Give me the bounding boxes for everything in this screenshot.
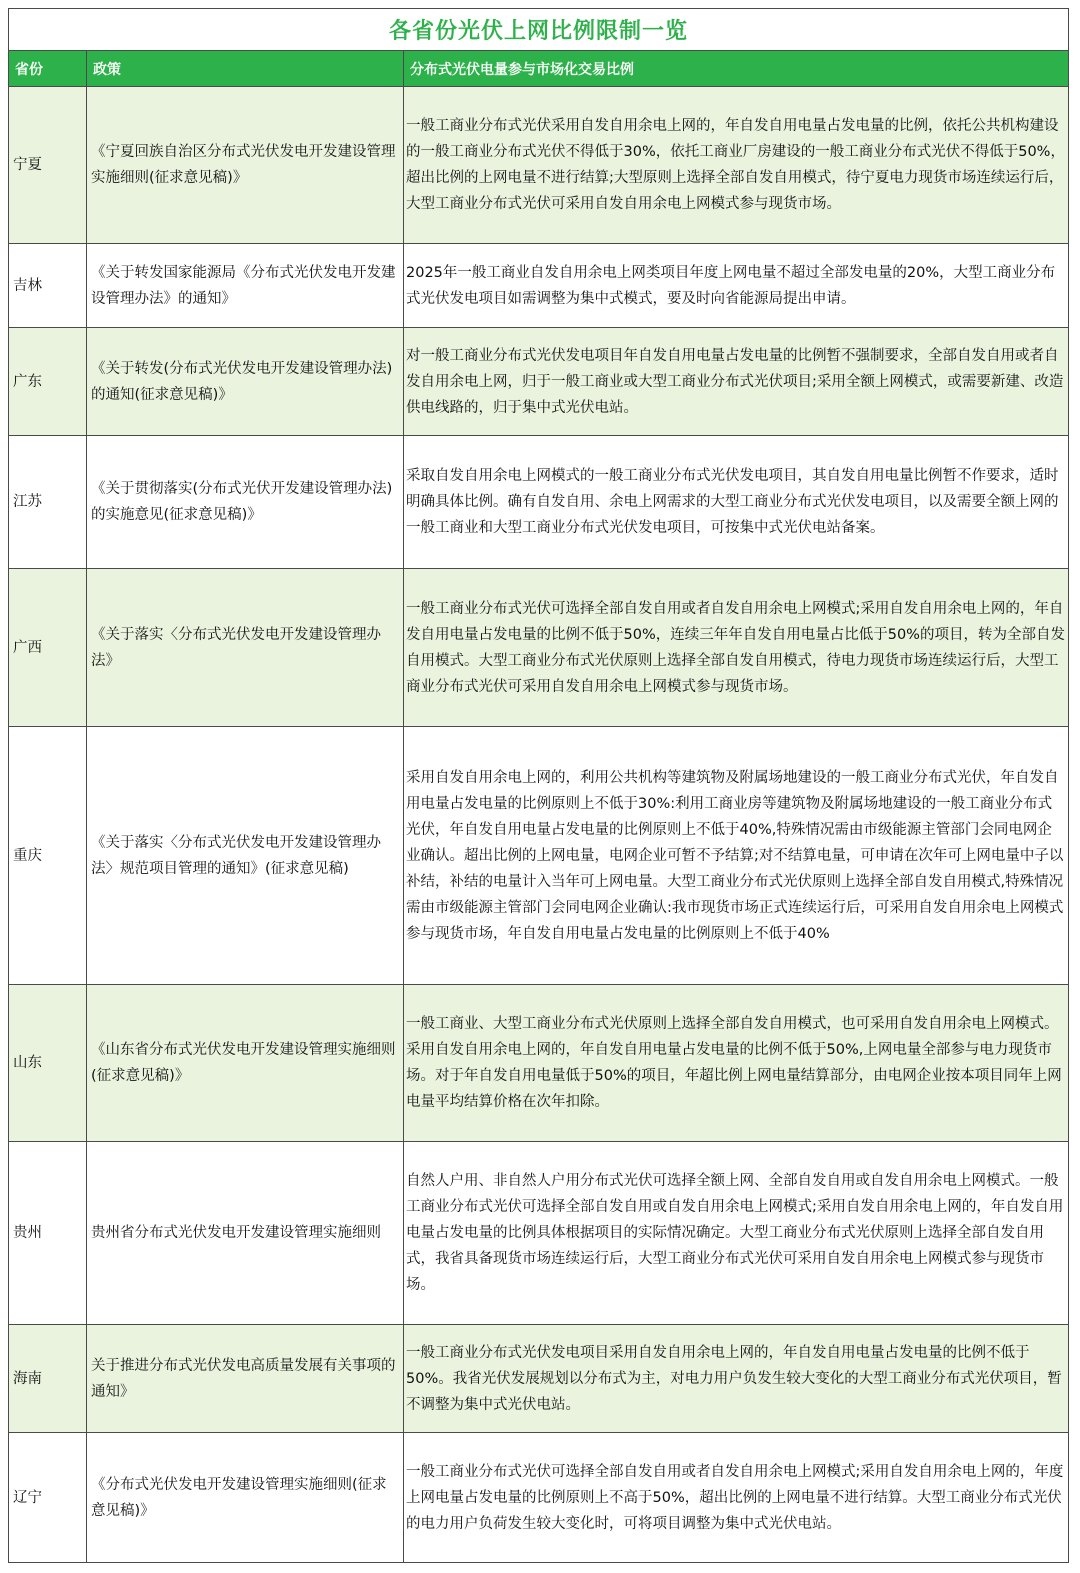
column-header-province: 省份 — [9, 51, 87, 87]
ratio-cell: 采取自发自用余电上网模式的一般工商业分布式光伏发电项目，其自发自用电量比例暂不作要求，适时明确具体比例。确有自发自用、余电上网需求的大型工商业分布式光伏发电项目，以及需要全额上网的一般工商业和大型工商业分布式光伏发电项目，可按集中式光伏电站备案。 — [404, 436, 1069, 569]
ratio-cell: 对一般工商业分布式光伏发电项目年自发自用电量占发电量的比例暂不强制要求，全部自发自用或者自发自用余电上网，归于一般工商业或大型工商业分布式光伏项目;采用全额上网模式，或需要新建、改造供电线路的，归于集中式光伏电站。 — [404, 328, 1069, 436]
policy-cell: 《关于贯彻落实(分布式光伏开发建设管理办法)的实施意见(征求意见稿)》 — [87, 436, 404, 569]
province-cell: 山东 — [9, 985, 87, 1142]
page-title: 各省份光伏上网比例限制一览 — [9, 9, 1069, 51]
ratio-cell: 2025年一般工商业自发自用余电上网类项目年度上网电量不超过全部发电量的20%，大型工商业分布式光伏发电项目如需调整为集中式模式，要及时向省能源局提出申请。 — [404, 244, 1069, 328]
table-row — [9, 87, 1069, 244]
province-cell: 辽宁 — [9, 1433, 87, 1563]
table-row — [9, 1433, 1069, 1563]
province-cell: 广东 — [9, 328, 87, 436]
table-row — [9, 1325, 1069, 1433]
ratio-cell: 一般工商业分布式光伏采用自发自用余电上网的，年自发自用电量占发电量的比例，依托公共机构建设的一般工商业分布式光伏不得低于30%，依托工商业厂房建设的一般工商业分布式光伏不得低于50%，超出比例的上网电量不进行结算;大型原则上选择全部自发自用模式，待宁夏电力现货市场连续运行后，大型工商业分布式光伏可采用自发自用余电上网模式参与现货市场。 — [404, 87, 1069, 244]
table-row — [9, 244, 1069, 328]
policy-cell: 关于推进分布式光伏发电高质量发展有关事项的通知》 — [87, 1325, 404, 1433]
ratio-cell: 一般工商业分布式光伏发电项目采用自发自用余电上网的，年自发自用电量占发电量的比例不低于50%。我省光伏发展规划以分布式为主，对电力用户负发生较大变化的大型工商业分布式光伏项目，暂不调整为集中式光伏电站。 — [404, 1325, 1069, 1433]
table-row — [9, 569, 1069, 727]
table-row — [9, 727, 1069, 985]
header-row — [9, 51, 1069, 87]
column-header-ratio: 分布式光伏电量参与市场化交易比例 — [404, 51, 1069, 87]
ratio-cell: 一般工商业、大型工商业分布式光伏原则上选择全部自发自用模式，也可采用自发自用余电上网模式。采用自发自用余电上网的，年自发自用电量占发电量的比例不低于50%,上网电量全部参与电力现货市场。对于年自发自用电量低于50%的项目，年超比例上网电量结算部分，由电网企业按本项目同年上网电量平均结算价格在次年扣除。 — [404, 985, 1069, 1142]
ratio-cell: 自然人户用、非自然人户用分布式光伏可选择全额上网、全部自发自用或自发自用余电上网模式。一般工商业分布式光伏可选择全部自发自用或自发自用余电上网模式;采用自发自用余电上网的，年自发自用电量占发电量的比例具体根据项目的实际情况确定。大型工商业分布式光伏原则上选择全部自发自用式，我省具备现货市场连续运行后，大型工商业分布式光伏可采用自发自用余电上网模式参与现货市场。 — [404, 1142, 1069, 1325]
province-cell: 江苏 — [9, 436, 87, 569]
policy-cell: 贵州省分布式光伏发电开发建设管理实施细则 — [87, 1142, 404, 1325]
ratio-cell: 一般工商业分布式光伏可选择全部自发自用或者自发自用余电上网模式;采用自发自用余电上网的，年度上网电量占发电量的比例原则上不高于50%，超出比例的上网电量不进行结算。大型工商业分布式光伏的电力用户负荷发生较大变化时，可将项目调整为集中式光伏电站。 — [404, 1433, 1069, 1563]
table-row — [9, 328, 1069, 436]
table-row — [9, 1142, 1069, 1325]
province-cell: 海南 — [9, 1325, 87, 1433]
province-cell: 重庆 — [9, 727, 87, 985]
policy-cell: 《关于转发(分布式光伏发电开发建设管理办法)的通知(征求意见稿)》 — [87, 328, 404, 436]
ratio-cell: 采用自发自用余电上网的，利用公共机构等建筑物及附属场地建设的一般工商业分布式光伏，年自发自用电量占发电量的比例原则上不低于30%:利用工商业房等建筑物及附属场地建设的一般工商业分布式光伏，年自发自用电量占发电量的比例原则上不低于40%,特殊情况需由市级能源主管部门会同电网企业确认。超出比例的上网电量，电网企业可暂不予结算;对不结算电量，可申请在次年可上网电量中子以补结，补结的电量计入当年可上网电量。大型工商业分布式光伏原则上选择全部自发自用模式,特殊情况需由市级能源主管部门会同电网企业确认:我市现货市场正式连续运行后，可采用自发自用余电上网模式参与现货市场，年自发自用电量占发电量的比例原则上不低于40% — [404, 727, 1069, 985]
table-row — [9, 436, 1069, 569]
policy-cell: 《山东省分布式光伏发电开发建设管理实施细则(征求意见稿)》 — [87, 985, 404, 1142]
province-cell: 吉林 — [9, 244, 87, 328]
province-cell: 贵州 — [9, 1142, 87, 1325]
table-row — [9, 985, 1069, 1142]
policy-table — [8, 8, 1069, 1563]
ratio-cell: 一般工商业分布式光伏可选择全部自发自用或者自发自用余电上网模式;采用自发自用余电上网的，年自发自用电量占发电量的比例不低于50%，连续三年年自发自用电量占比低于50%的项目，转为全部自发自用模式。大型工商业分布式光伏原则上选择全部自发自用模式，待电力现货市场连续运行后，大型工商业分布式光伏可采用自发自用余电上网模式参与现货市场。 — [404, 569, 1069, 727]
policy-cell: 《关于转发国家能源局《分布式光伏发电开发建设管理办法》的通知》 — [87, 244, 404, 328]
province-cell: 广西 — [9, 569, 87, 727]
province-cell: 宁夏 — [9, 87, 87, 244]
table-container — [8, 8, 1068, 1563]
column-header-policy: 政策 — [87, 51, 404, 87]
policy-cell: 《关于落实〈分布式光伏发电开发建设管理办法》 — [87, 569, 404, 727]
policy-cell: 《宁夏回族自治区分布式光伏发电开发建设管理实施细则(征求意见稿)》 — [87, 87, 404, 244]
policy-cell: 《分布式光伏发电开发建设管理实施细则(征求意见稿)》 — [87, 1433, 404, 1563]
policy-cell: 《关于落实〈分布式光伏发电开发建设管理办法〉规范项目管理的通知》(征求意见稿) — [87, 727, 404, 985]
